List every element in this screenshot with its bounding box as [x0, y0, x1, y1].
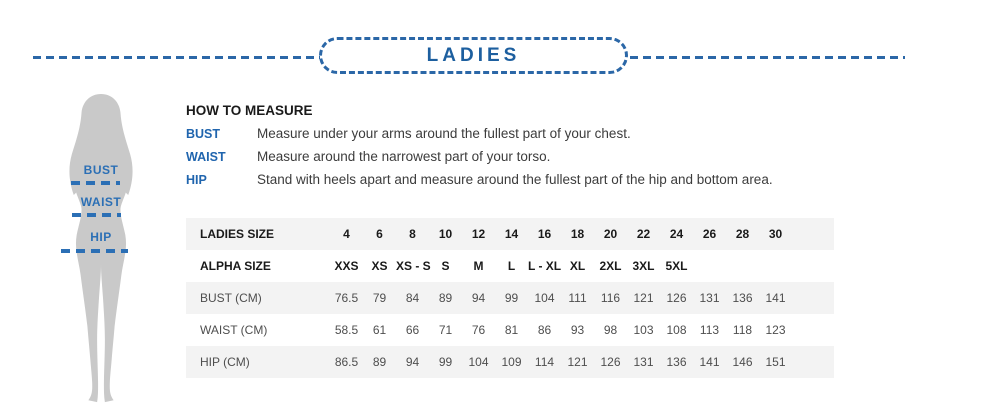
size-cell: XL — [569, 259, 586, 273]
size-cell: 136 — [666, 355, 687, 369]
row-label: LADIES SIZE — [200, 227, 275, 241]
size-cell: 151 — [765, 355, 786, 369]
table-row-bust-cm — [186, 282, 834, 314]
size-cell: 109 — [501, 355, 522, 369]
size-cell: 141 — [765, 291, 786, 305]
size-table — [186, 218, 834, 378]
size-cell: 116 — [600, 291, 621, 305]
figure-waist-label: WAIST — [80, 195, 122, 209]
size-cell: 3XL — [632, 259, 655, 273]
filler-cell — [792, 314, 834, 346]
size-cell: 84 — [405, 291, 420, 305]
size-cell: 108 — [666, 323, 687, 337]
size-cell: XXS — [334, 259, 359, 273]
size-cell: 28 — [735, 227, 750, 241]
table-row-waist-cm — [186, 314, 834, 346]
size-cell — [759, 250, 792, 282]
size-cell: 14 — [504, 227, 519, 241]
size-cell: 24 — [669, 227, 684, 241]
size-cell: 71 — [438, 323, 453, 337]
size-cell: 104 — [468, 355, 489, 369]
size-cell: 76.5 — [334, 291, 359, 305]
size-cell: 121 — [633, 291, 654, 305]
size-cell: L — [507, 259, 516, 273]
size-cell: L - XL — [528, 259, 562, 273]
size-cell: 58.5 — [334, 323, 359, 337]
size-cell: 6 — [376, 227, 383, 241]
size-cell: M — [473, 259, 484, 273]
size-cell: 76 — [471, 323, 486, 337]
size-cell: 66 — [405, 323, 420, 337]
size-cell: 104 — [534, 291, 555, 305]
size-cell: 126 — [666, 291, 687, 305]
size-cell: 86 — [537, 323, 552, 337]
row-label: ALPHA SIZE — [200, 259, 271, 273]
size-cell: 146 — [732, 355, 753, 369]
measure-term: BUST — [186, 127, 221, 141]
size-cell: 30 — [768, 227, 783, 241]
how-to-measure-title: HOW TO MEASURE — [186, 103, 313, 118]
table-row-alpha-size — [186, 250, 834, 282]
size-cell: 123 — [765, 323, 786, 337]
size-cell: 141 — [699, 355, 720, 369]
banner-dash-left — [33, 56, 320, 59]
filler-cell — [792, 250, 834, 282]
size-cell: XS — [371, 259, 388, 273]
measure-description: Stand with heels apart and measure around the fullest part of the hip and bottom area. — [257, 172, 773, 187]
size-cell: 131 — [699, 291, 720, 305]
size-cell: 113 — [699, 323, 720, 337]
size-cell: 111 — [568, 291, 587, 305]
size-cell: 121 — [567, 355, 588, 369]
size-cell: 81 — [504, 323, 519, 337]
filler-cell — [792, 218, 834, 250]
size-cell: 4 — [343, 227, 350, 241]
figure-bust-dash-line — [71, 181, 120, 185]
size-cell: 103 — [633, 323, 654, 337]
size-cell: 2XL — [599, 259, 622, 273]
size-cell: 89 — [438, 291, 453, 305]
banner-dash-right — [630, 56, 905, 59]
size-cell: 98 — [603, 323, 618, 337]
measure-term: HIP — [186, 173, 207, 187]
size-cell — [726, 250, 759, 282]
size-cell: S — [441, 259, 450, 273]
filler-cell — [792, 282, 834, 314]
size-cell: 26 — [702, 227, 717, 241]
size-cell: 22 — [636, 227, 651, 241]
row-label: WAIST (CM) — [200, 323, 268, 337]
size-cell: 79 — [372, 291, 387, 305]
banner-title: LADIES — [426, 44, 521, 66]
size-cell: 99 — [438, 355, 453, 369]
size-table-body — [186, 218, 834, 378]
size-cell: 93 — [570, 323, 585, 337]
size-cell — [693, 250, 726, 282]
size-cell: 94 — [405, 355, 420, 369]
measure-instruction-bust — [186, 126, 906, 149]
size-cell: 118 — [732, 323, 753, 337]
measure-instruction-waist — [186, 149, 906, 172]
how-to-measure-list — [186, 126, 906, 195]
size-cell: 12 — [471, 227, 486, 241]
figure-hip-label: HIP — [90, 230, 112, 244]
size-cell: 61 — [372, 323, 387, 337]
measure-description: Measure around the narrowest part of your torso. — [257, 149, 551, 164]
measure-instruction-hip — [186, 172, 906, 195]
size-cell: 94 — [471, 291, 486, 305]
measurement-figure — [42, 92, 160, 407]
size-cell: XS - S — [396, 259, 431, 273]
measure-description: Measure under your arms around the fullest part of your chest. — [257, 126, 631, 141]
measure-term: WAIST — [186, 150, 226, 164]
size-cell: 114 — [534, 355, 555, 369]
size-cell: 8 — [409, 227, 416, 241]
size-cell: 99 — [504, 291, 519, 305]
size-cell: 131 — [633, 355, 654, 369]
size-cell: 136 — [732, 291, 753, 305]
table-row-hip-cm — [186, 346, 834, 378]
figure-hip-dash-line — [61, 249, 128, 253]
size-cell: 5XL — [665, 259, 688, 273]
size-cell: 20 — [603, 227, 618, 241]
how-to-measure-section — [186, 103, 906, 195]
figure-waist-dash-line — [72, 213, 121, 217]
size-cell: 16 — [537, 227, 552, 241]
size-cell: 86.5 — [334, 355, 359, 369]
size-cell: 89 — [372, 355, 387, 369]
filler-cell — [792, 346, 834, 378]
table-row-ladies-size — [186, 218, 834, 250]
row-label: HIP (CM) — [200, 355, 250, 369]
size-cell: 126 — [600, 355, 621, 369]
size-cell: 10 — [438, 227, 453, 241]
size-cell: 18 — [570, 227, 585, 241]
row-label: BUST (CM) — [200, 291, 262, 305]
ladies-pill — [319, 37, 628, 74]
figure-bust-label: BUST — [83, 163, 119, 177]
